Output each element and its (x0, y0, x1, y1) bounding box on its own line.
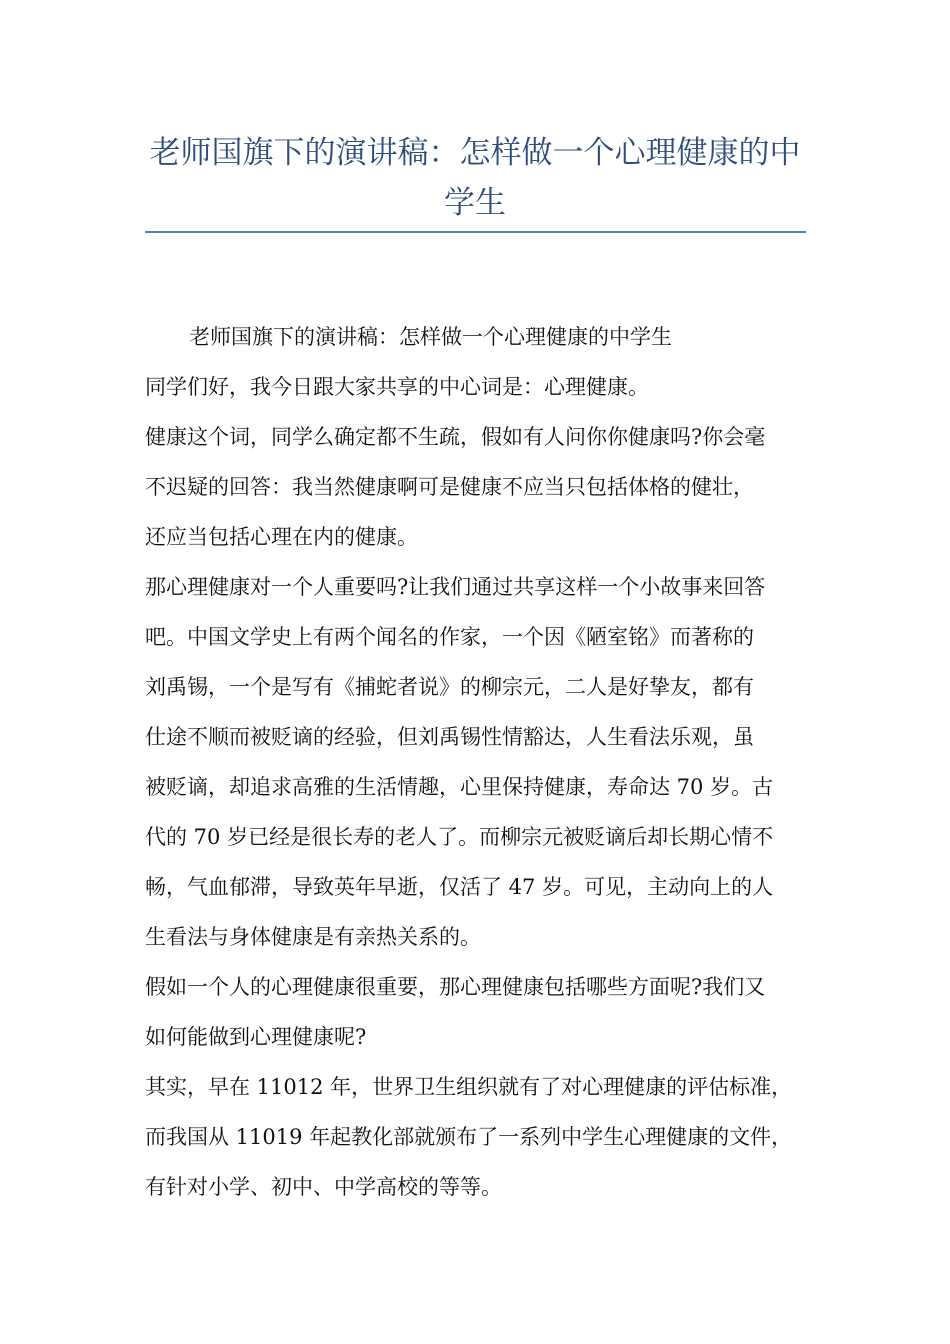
body-line: 而我国从 11019 年起教化部就颁布了一系列中学生心理健康的文件， (145, 1125, 793, 1149)
body-line: 不迟疑的回答：我当然健康啊可是健康不应当只包括体格的健壮， (145, 475, 754, 499)
body-line: 那心理健康对一个人重要吗?让我们通过共享这样一个小故事来回答 (145, 575, 766, 599)
body-line: 有针对小学、初中、中学高校的等等。 (145, 1175, 502, 1199)
body-line: 仕途不顺而被贬谪的经验，但刘禹锡性情豁达，人生看法乐观，虽 (145, 725, 754, 749)
body-line: 同学们好，我今日跟大家共享的中心词是：心理健康。 (145, 375, 649, 399)
body-line: 如何能做到心理健康呢? (145, 1025, 367, 1049)
body-line: 健康这个词，同学么确定都不生疏，假如有人问你你健康吗?你会毫 (145, 425, 766, 449)
body-line: 刘禹锡，一个是写有《捕蛇者说》的柳宗元，二人是好挚友，都有 (145, 675, 754, 699)
document-title: 老师国旗下的演讲稿：怎样做一个心理健康的中学生 (149, 135, 801, 221)
body-line: 生看法与身体健康是有亲热关系的。 (145, 925, 481, 949)
body-line: 假如一个人的心理健康很重要，那心理健康包括哪些方面呢?我们又 (145, 975, 766, 999)
body-line: 代的 70 岁已经是很长寿的老人了。而柳宗元被贬谪后却长期心情不 (145, 825, 774, 849)
body-line: 其实，早在 11012 年，世界卫生组织就有了对心理健康的评估标准， (145, 1075, 793, 1099)
body-line: 老师国旗下的演讲稿：怎样做一个心理健康的中学生 (189, 325, 672, 349)
body-line: 被贬谪，却追求高雅的生活情趣，心里保持健康，寿命达 70 岁。古 (145, 775, 774, 799)
body-line: 吧。中国文学史上有两个闻名的作家，一个因《陋室铭》而著称的 (145, 625, 754, 649)
title-underline (145, 231, 806, 233)
body-line: 畅，气血郁滞，导致英年早逝，仅活了 47 岁。可见，主动向上的人 (145, 875, 774, 899)
document-body (145, 312, 810, 1212)
body-line: 还应当包括心理在内的健康。 (145, 525, 418, 549)
